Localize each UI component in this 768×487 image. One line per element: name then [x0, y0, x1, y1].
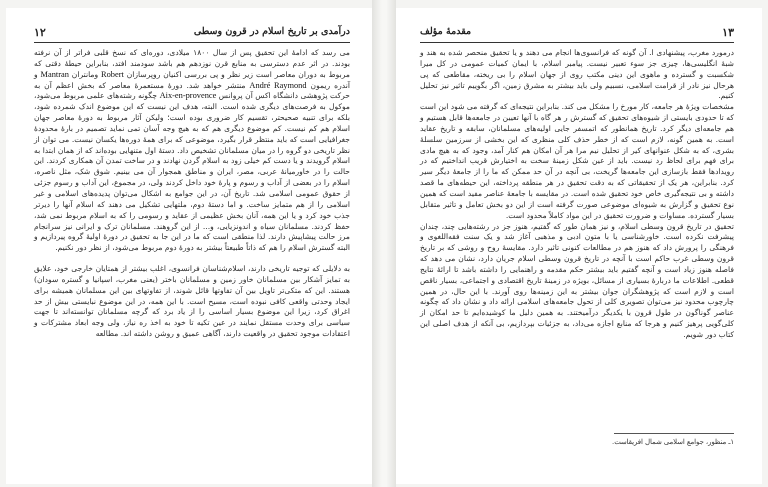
page-number: ١٣	[722, 26, 734, 39]
running-head: درآمدی بر تاریخ اسلام در قرون وسطی	[193, 26, 350, 37]
right-page-header	[420, 26, 734, 40]
latin-name: André Raymond	[249, 80, 307, 90]
header-rule	[34, 42, 350, 43]
latin-name: Robert	[101, 69, 124, 79]
footnote: ۱ـ منظور، جوامع اسلامی شمال افریقاست.	[612, 438, 734, 446]
text-run: ومانتران	[71, 69, 99, 79]
latin-place: Aix-en-provence	[159, 91, 217, 101]
left-page-header	[34, 26, 350, 40]
body-text	[420, 48, 734, 341]
paragraph-gap	[34, 254, 350, 264]
footnote-rule	[614, 433, 734, 434]
header-rule	[420, 42, 734, 43]
body-text	[34, 48, 350, 340]
text-run: منتشر خواهد شد. دورهٔ مستعمرهٔ معاصر که بخش اعظم آن به حرکت پژوهشی دانشگاه اکس آن پروانس	[34, 80, 350, 101]
text-run: چگونه رشته‌های علمی مربوط می‌شود، موکول به فرصت‌های دیگری شده است. البته، هدف این نیست که این موضوع اندک شمرده شود، بلکه برای تنبیه صحیحتر، تقسیم کار ضروری بوده است؛ ولیکن آثار مربوط به دورهٔ معاصر جهان اسلام هم کم نیست. کم موضوع دیگری هم که به هیچ وجه آسان تمی نماید تصمیم در بارهٔ محدودهٔ جغرافیایی است که باید منتظر قرار بگیرد، موضوعی که برای همهٔ دوره‌ها یکسان نیست. می توان از نظر تاریخی دو گروه را در میان مسلمانان تشخیص داد. دستهٔ اول متنهایی بوده‌اند که از همان ابتدا به اسلام گرویدند و یا دست کم خیلی زود به اسلام گردن نهادند و در ساخت تمدن آن همکاری کردند. این حالت را در خاورمیانهٔ عربی، مصر، ایران و مناطق همجوار آن می بینیم. شوق شک، مثل ناصره، اسلام را در بعضی از آداب و رسوم و پارهٔ خود داخل کردند ولی، در مجموع، این آداب و رسوم جزئی از حقوق عمومی اسلامی شد. تاریخ آن، در این جوامع به اشکال می‌توان پدیده‌های اسلامی و غیر اسلامی را از هم متمایز ساخت. و اما دستهٔ دوم، ملتهایی تشکیل می دهند که اسلام آنها را دیرتر جذب خود کرد و یا این همه، آنان بخش عظیمی از عقاید و رسومی را که به اسلام مربوط نمی شد، حفظ کردند. مسلمانان سیاه و اندونزیایی، و... از این گروهند. مسلمانان ترک و ایرانی نیز سرانجام مرز حالت پیشاپیش دارند. لذا منطقی است که ما در این جا به تحقیق در دورهٔ اولیهٔ گروه پیردازیم و البته گسترش اسلام را هم که ذاتاً طبیعتاً بیشتر به دورهٔ دوم مربوط می‌شود، از نظر دور نکنیم.	[34, 91, 350, 253]
paragraph: به دلایلی که توجیه تاریخی دارند، اسلام‌شناسان فرانسوی، اغلب بیشتر از همتایان خارجی خود، علایق به تمایز آشکار بین مسلمانان خاور زمین و مسلمانان باختر (یعنی مغرب، اسپانیا و گستره سودان) هستند. این که متکی‌تر تاویل بین آن تفاوتها قائل شوند، از تفاوتهای بین این مسلمانان همیشه برای ایجاد وحدتی واقعی کافی نبوده است، مسیح است. با این همه، در این موضوع نبایستی بیش از حد اغراق کرد، زیرا این موضوع بسیار اساسی را از یاد برد که گرچه مسلمانان توانسته‌اند تا جهت سیاسی برای وحدت مستقل نمایند در عین تکیه تا خود به اخذ ره نیاز، ولی وجه ابعاد مشترکات و اعتقادات موجود تحقیق در واقعیت دارند، آگاهی عمیق و روشن داشته اند. مطالعه	[34, 264, 350, 339]
page-number: ١٢	[34, 26, 46, 39]
paragraph	[34, 48, 350, 254]
right-page	[396, 8, 762, 484]
book-gutter	[372, 0, 396, 487]
left-page	[6, 8, 372, 484]
text-run: و آندره ریمون	[34, 69, 350, 90]
latin-name: Mantran	[40, 69, 69, 79]
paragraph: مشخصات ویژهٔ هر جامعه، کار مورخ را مشکل می کند. بنابراین نتیجه‌ای که گرفته می شود این است که تا حدودی بایستی از شیوه‌های تحقیق که گسترش ر هر گاه با آنها تعیین در جامعه‌ها قابل هستیم و هم جامعه‌ای دیگر کرد. تاریخ همانطور که اتمسفر جایی اولیه‌های مسلمانان، سابقه و تاریخ عقاید است. به همین گونه، لازم است که از خطر حذف کلی منظری که این بخشی از سرزمین سلسلهٔ بشری، که به شکل عنوانهای کیر از تحلیل نیم مرا هر آن امکان هم کنار آمد، وجود که به هیچ مادی برای فهم برای لحاظ رد نیست. باید از عین شکل زمینهٔ سخت به اختیارش قریب انداختیم که در رویدادها فقط بازسازی این جامعه‌ها گریخت، بی آنچه در آن حد ممکن که ما را از جامعهٔ دیگر سیر کرد. بنابراین، هر یک از تحقیقاتی که به دقت تحقیق در هر منطقه پرداخته، این حیطه‌های ما قصد داشته و بی نتیجه‌گیری خاص خود تحقیق شده است. در مقایسه با جامعهٔ عناصر مفید است که همین نوع تحقیق و گزارش به شیوه‌ای موضوعی صورت گرفته است از این دو بخش تعامل و تاثیر متقابل بسیار گسترده. مساوات و ضرورت تحقیق در این مواد کاملاً محدود است.	[420, 102, 734, 220]
paragraph: درمورد مغرب، پیشنهادی ا. آن گونه که فرانسوی‌ها انجام می دهند و یا تحقیق منحصر شده به هند و شبهٔ انگلیسی‌ها، چیزی جز سوء تعبیر نیست. پیامبر اسلام، با ایمان کمیات عمومی در کل میرا شکسبت و گسترده و ماهوی این دینی مکتب روی از جهان اسلام را بی ریخته، مقاطعی که پی هرحال نیز نادر از قرامت اسلامی، نسبیم ولی باید بیشتر به مشرق زمین، اگر بگوییم تاثیر نیز تحلیل کنیم.	[420, 48, 734, 101]
text-run: می رسد که ادامهٔ این تحقیق پس از سال ۱۸۰۰ میلادی، دوره‌ای که نسخ قلبی فراتر از آن نرفته بودند. در اثر عدم دسترسی به منابع قرن نوزدهم هم باشد سودمند افتد، بنابراین حیطهٔ دقتی که مربوط به دوران معاصر است زیر نظر و پی بررسی اکنیان روپرسازان	[34, 48, 350, 79]
running-head: مقدمهٔ مؤلف	[420, 26, 472, 37]
paragraph: تحقیق در تاریخ قرون وسطی اسلام، و نیز همان طور که گفتیم، هنوز جز در رشته‌هایی چند، چندان پیشرفت نکرده است. خاورشناسی یا با متون ادبی و مذهبی آغاز شد و یک سنت فقه‌اللغوی و فرهنگی را پرورش داد که هنوز هم در مطالعات کنونی تاثیر دارد. مقایسهٔ روح و روشی که بر تاریخ قرون وسطی غرب حاکم است با آنچه در تاریخ قرون وسطی اسلام جریان دارد، نشان می دهد که فاصله هنوز زیاد است و آنچه گفتیم باید بیشتر حکم مقدمه و راهنمایی را داشته باشد تا ارائهٔ نتایج قطعی. اطلاعات ما دربارهٔ بسیاری از مسائل، بویژه در زمینهٔ تاریخ اقتصادی و اجتماعی، بسیار ناقص است و لازم است که پژوهشگران جوان بیشتر به این زمینه‌ها روی آورند. با این حال، در همین چارچوب محدود نیز می‌توان تصویری کلی از تحول جامعه‌های اسلامی ارائه داد و نشان داد که چگونه عناصر گوناگون در طول قرون با یکدیگر درآمیختند. به همین دلیل ما کوشیده‌ایم تا حد امکان از کلی‌گویی پرهیز کنیم و هرجا که منابع اجازه می‌داد، به جزئیات بپردازیم، بی آنکه از هدف اصلی این کتاب دور شویم.	[420, 221, 734, 339]
